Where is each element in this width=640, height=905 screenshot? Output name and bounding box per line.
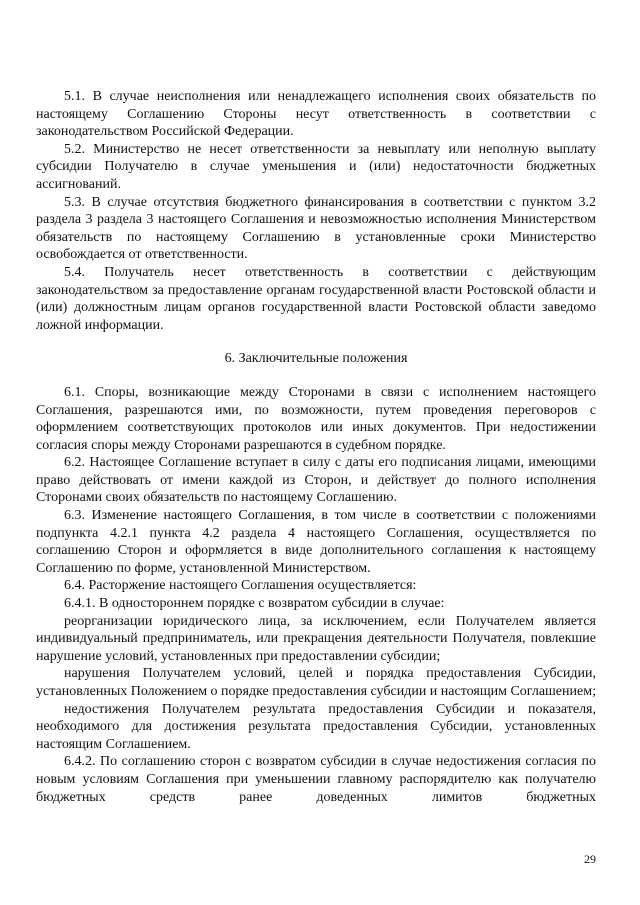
document-page	[36, 88, 596, 806]
paragraph-5-4: 5.4. Получатель несет ответственность в соответствии с действующим законодательством за предоставление органам государственной власти Ростовской области и (или) должностным лицам органов государственной власти Ростовской области заведомо ложной информации.	[36, 264, 596, 333]
section-heading: 6. Заключительные положения	[224, 351, 408, 367]
section-5-paragraphs	[36, 88, 596, 334]
paragraph-5-2: 5.2. Министерство не несет ответственности за невыплату или неполную выплату субсидии Получателю в случае уменьшения и (или) недостаточности бюджетных ассигнований.	[36, 141, 596, 192]
paragraph-6-2: 6.2. Настоящее Соглашение вступает в силу с даты его подписания лицами, имеющими право действовать от имени каждой из Сторон, и действует до полного исполнения Сторонами своих обязательств по настоящему Соглашению.	[36, 455, 596, 506]
paragraph-6-4-1-c: недостижения Получателем результата предоставления Субсидии и показателя, необходимого для достижения результата предоставления Субсидии, установленных настоящим Соглашением.	[36, 701, 596, 752]
paragraph-6-3: 6.3. Изменение настоящего Соглашения, в том числе в соответствии с положениями подпункта 4.2.1 пункта 4.2 раздела 4 настоящего Соглашения, осуществляется по соглашению Сторон и оформляется в виде дополнительного соглашения к настоящему Соглашению по форме, установленной Министерством.	[36, 508, 596, 576]
paragraph-6-4-2: 6.4.2. По соглашению сторон с возвратом субсидии в случае недостижения согласия по новым условиям Соглашения при уменьшении главному распорядителю как получателю бюджетных средств ранее доведенных лимитов бюджетных	[36, 754, 596, 805]
paragraph-5-1: 5.1. В случае неисполнения или ненадлежащего исполнения своих обязательств по настоящему Соглашению Стороны несут ответственность в соответствии с законодательством Российской Федерации.	[36, 89, 596, 140]
paragraph-6-4-1: 6.4.1. В одностороннем порядке с возвратом субсидии в случае:	[64, 596, 445, 612]
page-number: 29	[584, 852, 596, 866]
paragraph-6-4-1-b: нарушения Получателем условий, целей и порядка предоставления Субсидии, установленных Положением о порядке предоставления субсидии и настоящим Соглашением;	[36, 666, 596, 699]
section-6-paragraphs	[36, 384, 596, 806]
paragraph-6-4: 6.4. Расторжение настоящего Соглашения осуществляется:	[64, 578, 417, 594]
paragraph-6-4-1-a: реорганизации юридического лица, за исключением, если Получателем является индивидуальный предприниматель, или прекращения деятельности Получателя, повлекшие нарушение условий, установленных при предоставлении субсидии;	[36, 613, 596, 664]
paragraph-6-1: 6.1. Споры, возникающие между Сторонами в связи с исполнением настоящего Соглашения, разрешаются ими, по возможности, путем проведения переговоров с оформлением соответствующих протоколов или иных документов. При недостижении согласия споры между Сторонами разрешаются в судебном порядке.	[36, 384, 596, 453]
paragraph-5-3: 5.3. В случае отсутствия бюджетного финансирования в соответствии с пунктом 3.2 раздела 3 раздела 3 настоящего Соглашения и невозможностью исполнения Министерством обязательств по настоящему Соглашению в установленные сроки Министерство освобождается от ответственности.	[36, 194, 596, 263]
